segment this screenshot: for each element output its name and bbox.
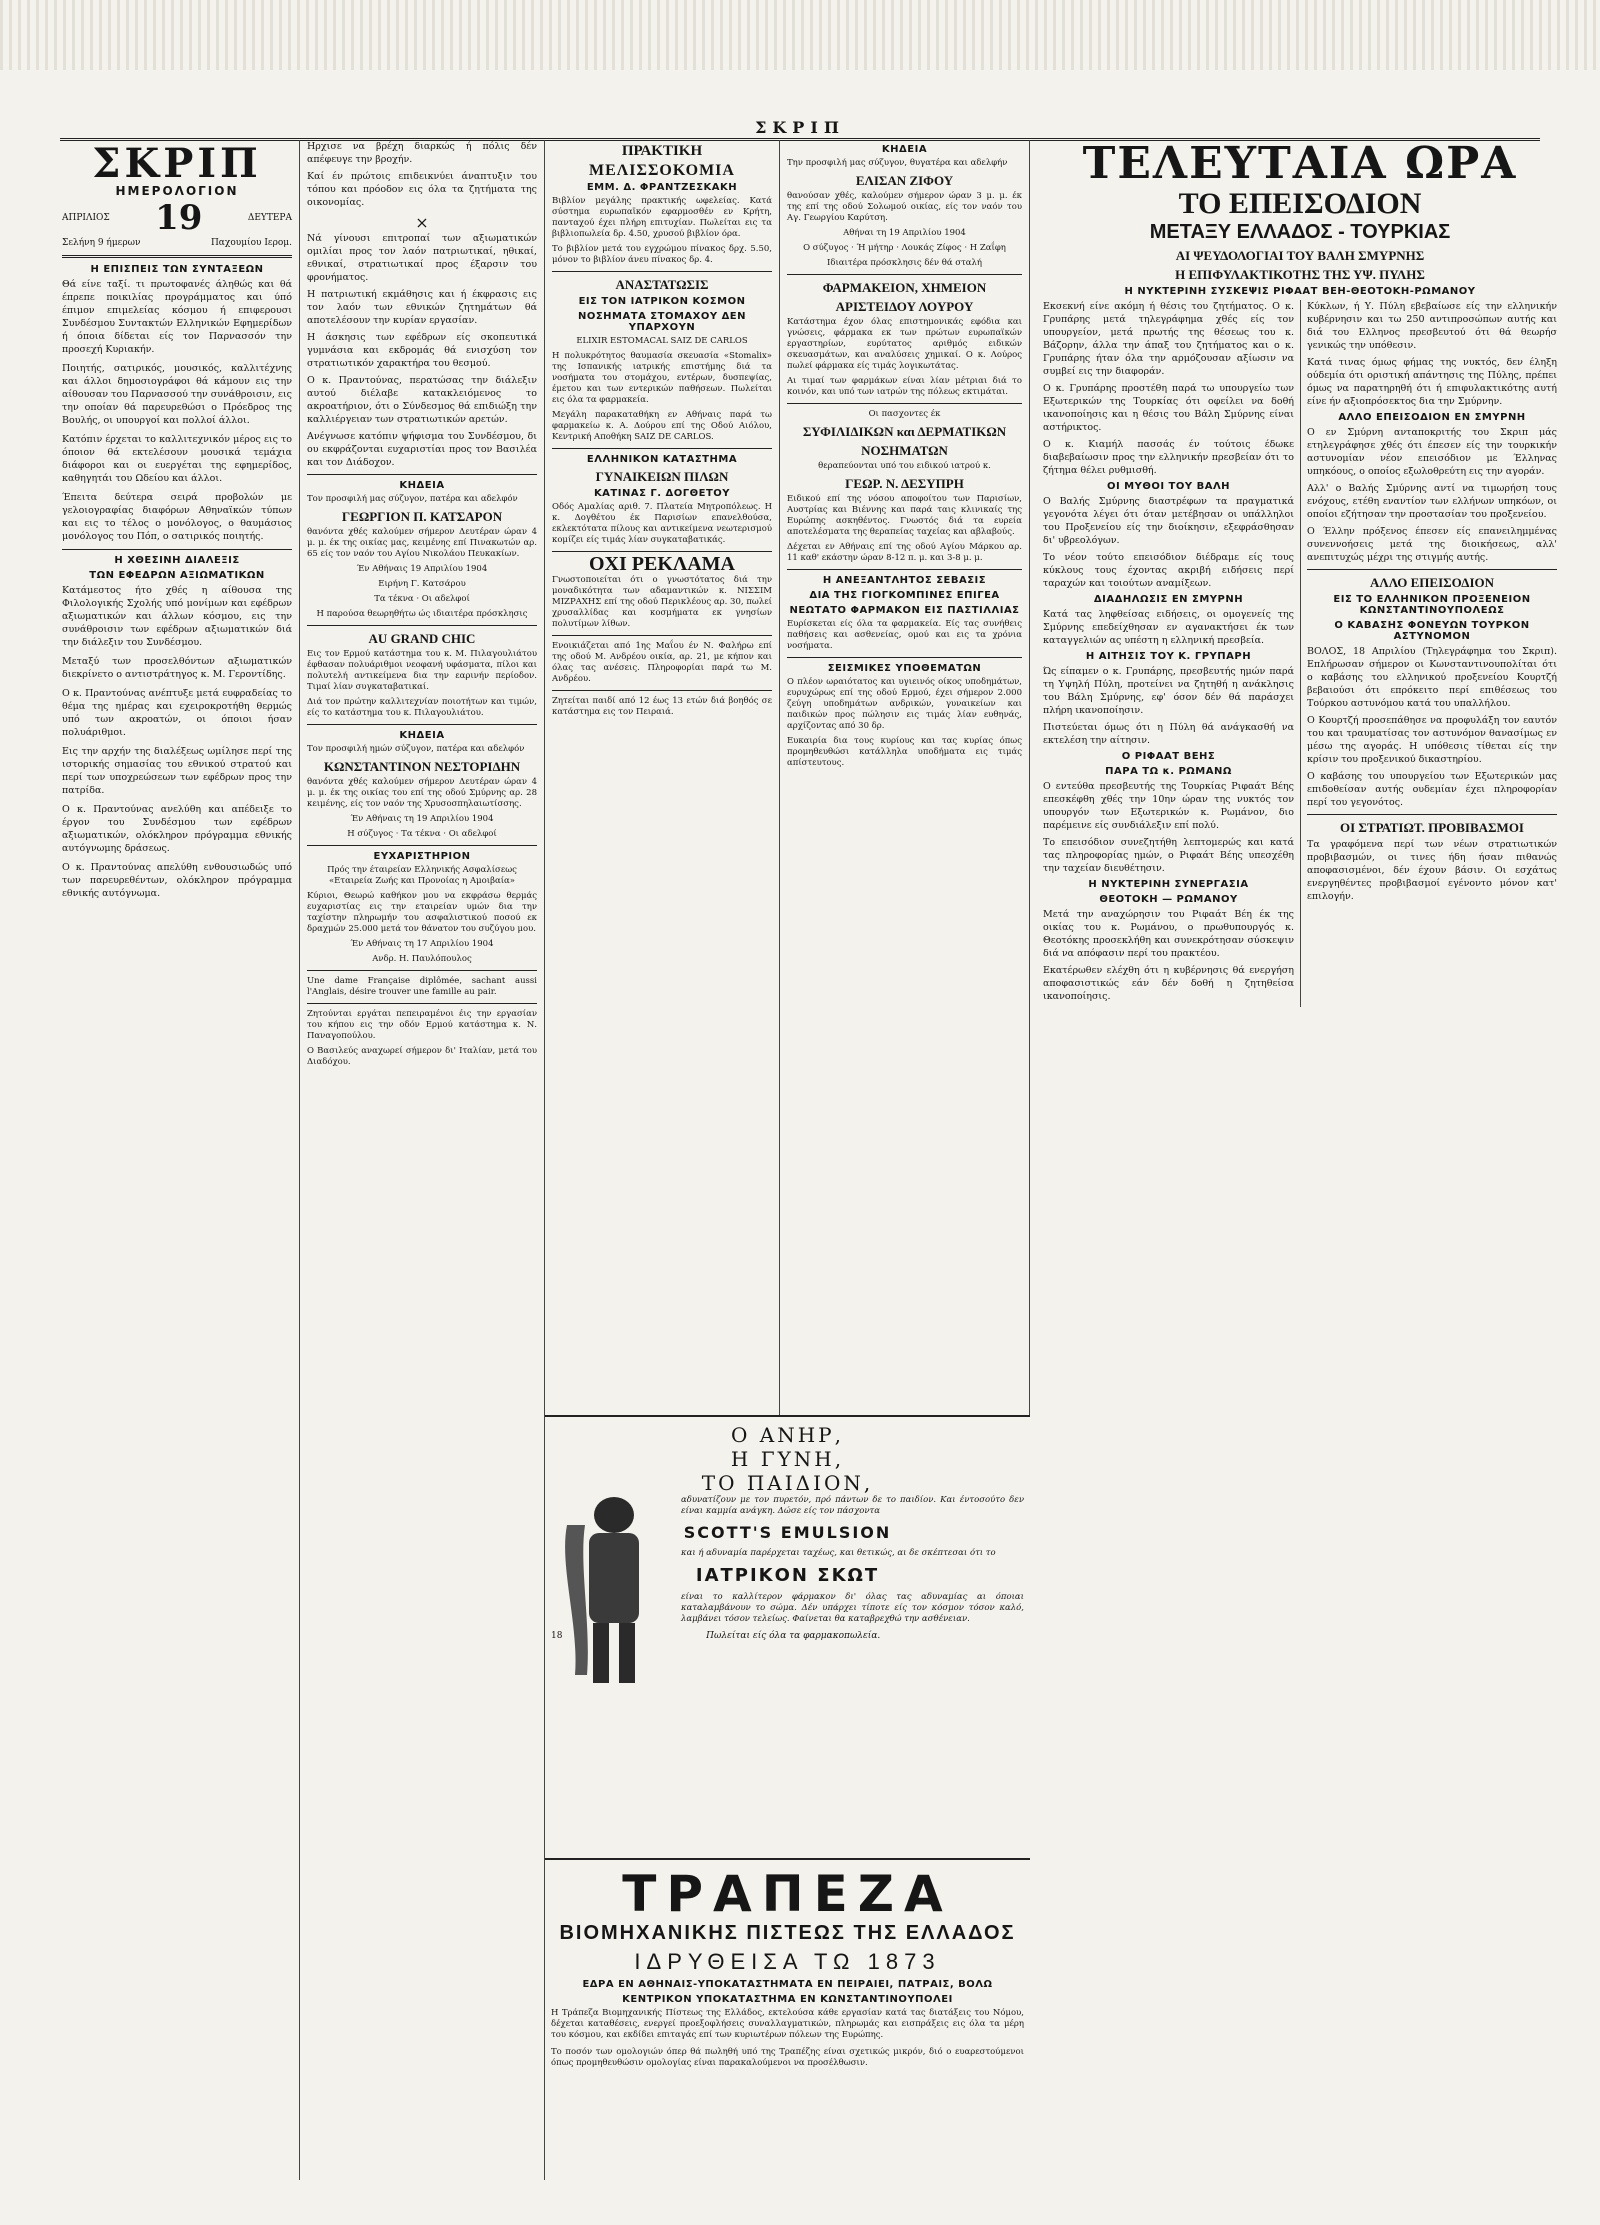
thanks-recipient: Πρός την έταιρείαν Ελληνικής Ασφαλίσεως «Εταιρεία Ζωής και Προνοίας η Αμοιβαία»	[327, 865, 517, 886]
night-conference-heading: Η ΝΥΚΤΕΡΙΝΗ ΣΥΣΚΕΨΙΣ ΡΙΦΑΑΤ ΒΕΗ-ΘΕΟΤΟΚΗ-ΡΩΜΑΝΟΥ	[1124, 286, 1476, 297]
ad-text: αδυνατίζουν με τον πυρετόν, πρό πάντων δε το παιδίον. Και έντοσούτο δεν είναι καμμία ανάγκη. Δώσε είς τον πάσχοντα	[681, 1495, 1024, 1516]
book-ad-text: Το βιβλίον μετά του εγχρώμου πίνακος δρχ. 5.50, μόνον το βιβλίον άνευ πίνακος δρ. 4.	[552, 244, 772, 265]
column-1	[55, 140, 300, 2180]
funeral-notice-date: Έν Αθήναις 19 Απριλίου 1904	[356, 564, 488, 574]
article-subheading: ΠΑΡΑ ΤΩ κ. ΡΩΜΑΝΩ	[1105, 766, 1232, 777]
ad-heading: ΟΧΙ ΡΕΚΛΑΜΑ	[589, 553, 735, 575]
ad-subheading: ΔΙΑ ΤΗΣ ΓΙΟΓΚΟΜΠΙΝΕΣ ΕΠΙΓΕΑ	[809, 590, 1000, 601]
ad-text: Οδός Αμαλίας αριθ. 7. Πλατεία Μητροπόλεως. Η κ. Δογθέτου έκ Παρισίων επανελθούσα, εκλεκτότατα πίλους και αντικείμενα νεωτερισμού κομίζει είς τιμάς λίαν συγκαταβατικάς.	[552, 502, 772, 545]
article-paragraph: ΒΟΛΟΣ, 18 Απριλίου (Τηλεγράφημα του Σκριπ). Επλήρωσαν σήμερον οι Κωνσταντινουπολίται ότι ο καβάσης του ελληνικού προξενείου Κουρτζή βεβαιούσι ότι επρόκειτο περί επιθέσεως του Τούρκου αστυνόμου κατά του υπαλλήλου.	[1307, 646, 1557, 709]
divider	[787, 657, 1022, 658]
article-subheading: ΕΙΣ ΤΟ ΕΛΛΗΝΙΚΟΝ ΠΡΟΞΕΝΕΙΟΝ ΚΩΝΣΤΑΝΤΙΝΟΥΠΟΛΕΩΣ	[1333, 594, 1531, 616]
article-paragraph: Ηρχισε να βρέχη διαρκώς ή πόλις δέν απέφευγε την βροχήν.	[307, 141, 537, 165]
ad-subheading: ΝΕΩΤΑΤΟ ΦΑΡΜΑΚΟΝ ΕΙΣ ΠΑΣΤΙΛΛΙΑΣ	[789, 605, 1020, 616]
last-hour-left	[1037, 300, 1300, 1007]
funeral-notice-text: Την προσφιλή μας σύζυγον, θυγατέρα και αδελφήν	[787, 158, 1008, 168]
vali-lies-heading: ΑΙ ΨΕΥΔΟΛΟΓΙΑΙ ΤΟΥ ΒΑΛΗ ΣΜΥΡΝΗΣ	[1175, 248, 1425, 263]
greece-turkey-heading: ΜΕΤΑΞΥ ΕΛΛΑΔΟΣ - ΤΟΥΡΚΙΑΣ	[1149, 221, 1451, 243]
article-paragraph: Ποιητής, σατιρικός, μουσικός, καλλιτέχνης και άλλοι δημοσιογράφοι θά κάμουν εις την αίθουσαν του Παρνασσού την συνάθροισιν, εις την οποίαν θά παρευρεθώσι ο Πρόεδρος της Βουλής, οι υπουργοί και πολλοί άλλοι.	[62, 363, 292, 426]
article-paragraph: Νά γίνουσι επιτροπαί των αξιωματικών ομιλίαι προς τον λαόν πατριωτικαί, ηθικαί, εθνικαί, στρατιωτικαί προς έξαρσιν του φρονήματος.	[307, 233, 537, 283]
ad-line-woman: Η ΓΥΝΗ,	[730, 1447, 845, 1471]
ad-line-child: ΤΟ ΠΑΙΔΙΟΝ,	[701, 1471, 874, 1495]
funeral-notice-name: ΚΩΝΣΤΑΝΤΙΝΟΝ ΝΕΣΤΟΡΙΔΗΝ	[323, 759, 521, 774]
funeral-notice-body: θανόντα χθές καλούμεν σήμερον Δευτέραν ώραν 4 μ. μ. έκ της οικίας του επί της οδού Σμύρνης αρ. 28 κειμένης, είς τον ναόν της Χρυσοσπηλαιωτίσσης.	[307, 777, 537, 809]
last-hour-right	[1300, 300, 1563, 1007]
article-heading: Η ΧΘΕΣΙΝΗ ΔΙΑΛΕΞΙΣ	[114, 555, 240, 566]
article-paragraph: Ο κ. Πραντούνας ανελύθη και απέδειξε το έργον του Συνδέσμου των εφέδρων αξιωματικών, ολόκληρον πρόγραμμα εθνικής αυτόγνωμης δράσεως.	[62, 804, 292, 854]
bank-branches: ΕΔΡΑ ΕΝ ΑΘΗΝΑΙΣ-ΥΠΟΚΑΤΑΣΤΗΜΑΤΑ ΕΝ ΠΕΙΡΑΙΕΙ, ΠΑΤΡΑΙΣ, ΒΟΛΩ	[582, 1979, 993, 1990]
ad-text: Ευκαιρία δια τους κυρίους και τας κυρίας όπως προμηθευθώσι κατάλληλα υποδήματα εις τιμάς απίστευτους.	[787, 736, 1022, 768]
funeral-notice-name: ΓΕΩΡΓΙΟΝ Π. ΚΑΤΣΑΡΟΝ	[341, 509, 503, 524]
ad-number: 18	[551, 1631, 563, 1641]
classified-ad: Ζητείται παιδί από 12 έως 13 ετών διά βοηθός σε κατάστημα εις τον Πειραιά.	[552, 696, 772, 717]
newspaper-title: ΣΚΡΙΠ	[92, 140, 262, 187]
ad-text: Αι τιμαί των φαρμάκων είναι λίαν μέτριαι διά το κοινόν, και υπό των ιατρών της πόλεως εκτιμάται.	[787, 376, 1022, 397]
funeral-notice-text: Τον προσφιλή μας σύζυγον, πατέρα και αδελφόν	[307, 494, 518, 504]
article-paragraph: Ο εντεύθα πρεσβευτής της Τουρκίας Ριφαάτ Βέης επεσκέφθη χθές την 10ην ώραν της νυκτός τον υπουργόν των Εξωτερικών κ. Ρωμάνον, διο παρέμεινε είς συνδιάλεξιν επί πολύ.	[1043, 781, 1294, 831]
article-paragraph: Εις την αρχήν της διαλέξεως ωμίλησε περί της ιστορικής σημασίας του εθνικού στρατού και περί των υποχρεώσεων των εφέδρων προς την πατρίδα.	[62, 746, 292, 796]
doctor-name: ΓΕΩΡ. Ν. ΔΕΣΥΠΡΗ	[845, 476, 964, 491]
article-paragraph: Ο Βαλής Σμύρνης διαστρέφων τα πραγματικά γεγονότα λέγει ότι όταν μετέβησαν οι υπάλληλοι του Προξενείου είς την διοίκησιν, εξεφράσθησαν δι' υβρεολόγων.	[1043, 496, 1294, 546]
book-ad-subject: ΜΕΛΙΣΣΟΚΟΜΙΑ	[589, 162, 735, 179]
divider	[62, 549, 292, 550]
ad-text: Ο πλέον ωραιότατος και υγιεινός οίκος υποδημάτων, ευρυχώρως επί της οδού Ερμού, έχει σήμερον 2.000 ζεύγη υποδημάτων ανδρικών, γυναικείων και παιδικών προς πώλησιν εις τιμάς λίαν ευθηνάς, αρχίζοντας από 30 δρ.	[787, 677, 1022, 731]
shop-title: ΓΥΝΑΙΚΕΙΩΝ ΠΙΛΩΝ	[595, 469, 729, 484]
article-heading: Η ΝΥΚΤΕΡΙΝΗ ΣΥΝΕΡΓΑΣΙΑ	[1088, 879, 1249, 890]
last-hour-title: ΤΕΛΕΥΤΑΙΑ ΩΡΑ	[1082, 140, 1518, 189]
episode-heading: ΤΟ ΕΠΕΙΣΟΔΙΟΝ	[1178, 187, 1422, 220]
book-ad-title: ΠΡΑΚΤΙΚΗ	[621, 143, 703, 159]
ad-text: Γνωστοποιείται ότι ο γνωστότατος διά την μοναδικότητα των αδαμαντικών κ. ΝΙΣΣΙΜ ΜΙΖΡΑΧΗΣ επί της οδού Περικλέους αρ. 30, πωλεί χρυσαλλίδας και κοσμήματα εκ γνησίων πολυτίμων λίθων.	[552, 575, 772, 629]
divider	[787, 274, 1022, 275]
ad-text: θεραπεύονται υπό του ειδικού ιατρού κ.	[818, 461, 991, 471]
ad-text: Μεγάλη παρακαταθήκη εν Αθήναις παρά τω φαρμακείω κ. Α. Δούρου επί της Οδού Αιόλου, Κεντρική Αποθήκη SAIZ DE CARLOS.	[552, 410, 772, 442]
ad-text: Εις τον Ερμού κατάστημα του κ. Μ. Πιλαγουλιάτου έφθασαν πολυάριθμοι νεοφανή υφάσματα, πίλοι και πολυτελή αντικείμενα δια την εαρινήν περίοδον. Τιμαί λίαν συγκαταβατικαί.	[307, 649, 537, 692]
article-paragraph: Τα γραφόμενα περί των νέων στρατιωτικών προβιβασμών, οι τινες ήδη ήσαν πιθανώς αποφασισμένοι, δέν έχουν βάσιν. Οι εσχάτως ενεργηθέντες προβιβασμοί εγένοντο μόνον κατ' επιλογήν.	[1307, 839, 1557, 902]
scotts-emulsion-ad	[545, 1415, 1030, 1860]
masthead-title: ΣΚΡΙΠ	[747, 118, 853, 137]
divider	[552, 635, 772, 636]
funeral-notice-signatories: Η σύζυγος · Τα τέκνα · Οι αδελφοί	[347, 829, 497, 839]
article-paragraph: Πιστεύεται όμως ότι η Πύλη θά ανάγκασθή να εκτελέση την αίτησιν.	[1043, 722, 1294, 746]
article-paragraph: Το νέον τούτο επεισόδιον διέδραμε είς τους κύκλους τους έχοντας ακριβή ειδήσεις περί ταραχών και τοιούτων αναμίξεων.	[1043, 552, 1294, 589]
article-paragraph: Μετά την αναχώρησιν του Ριφαάτ Βέη έκ της οικίας του κ. Ρωμάνου, ο πρωθυπουργός κ. Θεοτόκης προσεκλήθη και συνεκρότησαν σύσκεψιν διά να απόφασιν περί του πρακτέου.	[1043, 909, 1294, 959]
ad-heading: ΣΥΦΙΛΙΔΙΚΩΝ και ΔΕΡΜΑΤΙΚΩΝ	[802, 424, 1007, 439]
article-paragraph: Ο κ. Κιαμήλ πασσάς έν τούτοις έδωκε διαβεβαίωσιν προς την ελληνικήν πρεσβείαν ότι το ζήτημα θέλει ρυθμισθή.	[1043, 439, 1294, 476]
article-heading: ΑΛΛΟ ΕΠΕΙΣΟΔΙΟΝ	[1369, 575, 1495, 590]
divider	[552, 448, 772, 449]
funeral-notice-date: Αθήναι τη 19 Απριλίου 1904	[843, 228, 966, 238]
masthead-strip	[60, 118, 1540, 141]
thanks-heading: ΕΥΧΑΡΙΣΤΗΡΙΟΝ	[373, 851, 471, 862]
divider	[307, 474, 537, 475]
article-paragraph: Ο καβάσης του υπουργείου των Εξωτερικών μας επιδοθείσαν αυτής ουδεμίαν έχει πληροφορίαν περί του γεγονότος.	[1307, 771, 1557, 808]
funeral-notice-heading: ΚΗΔΕΙΑ	[399, 730, 445, 741]
saint-of-day: Παχουμίου Ιερομ.	[210, 238, 292, 248]
bank-ad	[545, 1860, 1030, 2180]
article-paragraph: Ο κ. Γρυπάρης προστέθη παρά τω υπουργείω των Εξωτερικών της Τουρκίας ότι οφείλει να δοθή ικανοποίησις και η θέσις του Βάλη Σμύρνης είναι αστήρικτος.	[1043, 383, 1294, 433]
ad-text: Ευρίσκεται είς όλα τα φαρμακεία. Είς τας συνήθεις παθήσεις και ασθενείας, ομού και εις τα χρόνια νοσήματα.	[787, 619, 1022, 651]
article-heading: Η ΑΙΤΗΣΙΣ ΤΟΥ Κ. ΓΡΥΠΑΡΗ	[1085, 651, 1252, 662]
article-paragraph: Ο κ. Πραντούνας, περατώσας την διάλεξιν αυτού διέλαβε κατακλειόμενος το ακροατήριον, ότι ο Σύνδεσμος θά επιδιώξη την καλλιέργειαν των στρατιωτικών αρετών.	[307, 375, 537, 425]
column-last-hour	[1030, 140, 1570, 2180]
article-paragraph: Ανέγνωσε κατόπιν ψήφισμα του Συνδέσμου, δι ου εκφράζονται ευχαριστίαι προς τον Βασιλέα και τον Διάδοχον.	[307, 431, 537, 468]
ad-heading: Η ΑΝΕΞΑΝΤΛΗΤΟΣ ΣΕΒΑΣΙΣ	[822, 575, 987, 586]
divider	[307, 724, 537, 725]
book-ad-author: ΕΜΜ. Δ. ΦΡΑΝΤΖΕΣΚΑΚΗ	[586, 182, 738, 193]
article-paragraph: Κατάμεστος ήτο χθές η αίθουσα της Φιλολογικής Σχολής υπό μονίμων και εφέδρων αξιωματικών και άλλων κόσμου, εις την συνάθροισιν των εφέδρων αξιωματικών διά την διάλεξιν του Συνδέσμου.	[62, 585, 292, 648]
classified-ad: Ζητούνται εργάται πεπειραμένοι έις την εργασίαν του κήπου εις την οδόν Ερμού κατάστημα κ. Ν. Παναγοπούλου.	[307, 1009, 537, 1041]
article-heading: ΟΙ ΣΤΡΑΤΙΩΤ. ΠΡΟΒΙΒΑΣΜΟΙ	[1340, 820, 1524, 835]
ad-text: και ή αδυναμία παρέρχεται ταχέως, και θετικώς, αι δε σκέπτεσαι ότι το	[681, 1548, 996, 1558]
article-paragraph: Κατόπιν έρχεται το καλλιτεχνικόν μέρος εις το όποιον θά εκτελέσουν μουσικά τεμάχια διάφοροι και οι ευεργέται της εφημερίδος, καθηγητάι του Ωδείου και άλλοι.	[62, 434, 292, 484]
funeral-notice-widow: Ειρήνη Γ. Κατσάρου	[378, 579, 466, 589]
article-paragraph: Το επεισόδιον συνεζητήθη λεπτομερώς και κατά τας πληροφορίας ημών, ο Ριφαάτ Βέης υπεσχέθη την ταχείαν διευθέτησιν.	[1043, 837, 1294, 874]
column-3	[545, 140, 780, 1415]
divider	[307, 970, 537, 971]
dateline	[62, 198, 292, 238]
bank-central-branch: ΚΕΝΤΡΙΚΟΝ ΥΠΟΚΑΤΑΣΤΗΜΑ ΕΝ ΚΩΝΣΤΑΝΤΙΝΟΥΠΟΛΕΙ	[622, 1994, 953, 2005]
day-number: 19	[155, 198, 203, 238]
funeral-notice-heading: ΚΗΔΕΙΑ	[399, 480, 445, 491]
funeral-notice-date: Έν Αθήναις τη 19 Απριλίου 1904	[350, 814, 494, 824]
article-paragraph: Εκσεκνή είνε ακόμη ή θέσις του ζητήματος. Ο κ. Γρυπάρης μετά τηλεγράφημα χθές είς τον υπουργείον, μετά πρωτής της θέσεως του κ. Βάζορην, άλλα την άπαξ του ζητήματος και ο κ. Γρυπάρης ήταν όλα την αρμόζουσαν αξίωσιν να συμβεί εις την διαφοράν.	[1043, 301, 1294, 377]
article-heading: ΟΙ ΜΥΘΟΙ ΤΟΥ ΒΑΛΗ	[1106, 481, 1231, 492]
bank-text: Το ποσόν των ομολογιών όπερ θά πωληθή υπό της Τραπέζης είναι σχετικώς μικρόν, διό ο ευαρεστούμενοι όπως προμηθευθώσιν ομολογίας είναι παρακαλούμενοι να προσέλθωσιν.	[551, 2047, 1024, 2068]
month-label: ΑΠΡΙΛΙΟΣ	[62, 213, 110, 223]
article-paragraph: Ώς είπαμεν ο κ. Γρυπάρης, πρεσβευτής ημών παρά τη Υψηλή Πύλη, προτείνει να ζητηθή η ανάκλησις του Βάλη Σμύρνης, εφ' όσον δέν θά παράσχει πλήρη ικανοποίησιν.	[1043, 666, 1294, 716]
ad-footer-text: Πωλείται είς όλα τα φαρμακοπωλεία.	[706, 1631, 881, 1641]
column-4	[780, 140, 1030, 1415]
article-paragraph: Μεταξύ των προσελθόντων αξιωματικών διεκρίνετο ο αντιστράτηγος κ. Μ. Γεροντίδης.	[62, 656, 292, 680]
bank-founded: ΙΔΡΥΘΕΙΣΑ ΤΩ 1873	[634, 1949, 941, 1974]
au-grand-chic-heading: AU GRAND CHIC	[368, 631, 476, 646]
divider	[62, 255, 292, 258]
divider	[787, 403, 1022, 404]
funeral-notice-note: Η παρούσα θεωρηθήτω ώς ιδιαιτέρα πρόσκλησις	[316, 609, 528, 619]
weekday-label: ΔΕΥΤΕΡΑ	[247, 213, 292, 223]
article-subheading: ΘΕΟΤΟΚΗ — ΡΩΜΑΝΟΥ	[1099, 894, 1238, 905]
article-paragraph: Έπειτα δεύτερα σειρά προβολών με γελοιογραφίας διαφόρων Αθηναϊκών τύπων και εις το τέλος ο μονόλογος, ο θαυμάσιος μονόλογος του Πόπ, ο σατιρικός ποιητής.	[62, 492, 292, 542]
ad-text: Δέχεται εν Αθήναις επί της οδού Αγίου Μάρκου αρ. 11 καθ' εκάστην ώραν 8-12 π. μ. και 3-8 μ. μ.	[787, 542, 1022, 563]
divider	[307, 625, 537, 626]
article-paragraph: Κατά τας ληφθείσας ειδήσεις, οι ομογενείς της Σμύρνης επεδείχθησαν εν αγανακτήσει έκ των καταγγελιών ας υπέστη η ελληνική πρεσβεία.	[1043, 609, 1294, 646]
divider	[552, 690, 772, 691]
funeral-notice-text: Τον προσφιλή ημών σύζυγον, πατέρα και αδελφόν	[307, 744, 525, 754]
moon-info: Σελήνη 9 ήμερων	[62, 238, 141, 248]
ad-intro: Οι πασχοντες έκ	[868, 409, 941, 419]
funeral-notice-heading: ΚΗΔΕΙΑ	[881, 144, 928, 155]
article-paragraph: Αλλ' ο Βαλής Σμύρνης αντί να τιμωρήση τους ενόχους, ετέθη εναντίον των ελλήνων υπηκόων, οι οποίοι εζήτησαν την προστασίαν του προξενείου.	[1307, 483, 1557, 520]
classified-ad: Ενοικιάζεται από 1ης Μαΐου έν Ν. Φαλήρω επί της οδού Μ. Ανδρέου οικία, αρ. 21, με κήπον και όλας τας ανέσεις. Πληροφορίαι παρά τω Μ. Ανδρέου.	[552, 641, 772, 684]
ad-subheading: ΕΙΣ ΤΟΝ ΙΑΤΡΙΚΟΝ ΚΟΣΜΟΝ	[578, 296, 746, 307]
pharmacy-heading: ΦΑΡΜΑΚΕΙΟΝ, ΧΗΜΕΙΟΝ	[822, 280, 987, 295]
article-paragraph: Ο Κουρτζή προσεπάθησε να προφυλάξη τον εαυτόν του και τραυματίσας τον αστυνόμον θανασίμως εν μέσω της αγοράς. Η υπόθεσις τίθεται είς την κρίσιν του προξενικού δικαστηρίου.	[1307, 715, 1557, 765]
ad-heading: ΝΟΣΗΜΑΤΩΝ	[861, 443, 948, 458]
ad-subheading: ΝΟΣΗΜΑΤΑ ΣΤΟΜΑΧΟΥ ΔΕΝ ΥΠΑΡΧΟΥΝ	[577, 311, 747, 333]
classified-ad: Ο Βασιλεύς αναχωρεί σήμερον δι' Ιταλίαν, μετά του Διαδόχου.	[307, 1046, 537, 1067]
article-paragraph: Η πατριωτική εκμάθησις και ή έκφρασις εις τον λαόν των εθνικών ζητημάτων θά αποτελέσουν την κυρίαν εργασίαν.	[307, 289, 537, 326]
ad-heading: ΣΕΙΣΜΙΚΕΣ ΥΠΟΘΕΜΑΤΩΝ	[827, 663, 982, 674]
divider	[787, 569, 1022, 570]
article-paragraph: Ο Έλλην πρόξενος έπεσεν είς επανειλημμένας συνεννοήσεις μετά της διοικήσεως, αλλ' ανεπιτυχώς μέχρι της στιγμής αυτής.	[1307, 526, 1557, 563]
article-heading: ΔΙΑΔΗΛΩΣΙΣ ΕΝ ΣΜΥΡΝΗ	[1093, 594, 1244, 605]
bank-name: ΒΙΟΜΗΧΑΝΙΚΗΣ ΠΙΣΤΕΩΣ ΤΗΣ ΕΛΛΑΔΟΣ	[559, 1922, 1016, 1944]
last-hour-columns	[1037, 300, 1563, 1007]
funeral-notice-body: θανόντα χθές καλούμεν σήμερον Δευτέραν ώραν 4 μ. μ. έκ της οικίας μας, κειμένης επί Πινακωτών αρ. 65 είς τον ναόν του Αγίου Νικολάου Πευκακίων.	[307, 527, 537, 559]
shop-heading: ΕΛΛΗΝΙΚΟΝ ΚΑΤΑΣΤΗΜΑ	[586, 454, 738, 465]
funeral-notice-name: ΕΛΙΣΑΝ ΖΙΦΟΥ	[855, 173, 954, 188]
funeral-notice-body: θανούσαν χθές, καλούμεν σήμερον ώραν 3 μ. μ. έκ της επί της οδού Σολωμού οικίας, είς τον ναόν του Αγ. Γεωργίου Καρύτση.	[787, 191, 1022, 223]
porte-reticence-heading: Η ΕΠΙΦΥΛΑΚΤΙΚΟΤΗΣ ΤΗΣ ΥΨ. ΠΥΛΗΣ	[1175, 267, 1425, 282]
ad-heading: ΑΝΑΣΤΑΤΩΣΙΣ	[615, 277, 709, 292]
bank-text: Η Τράπεζα Βιομηχανικής Πίστεως της Ελλάδος, εκτελούσα κάθε εργασίαν κατά τας διατάξεις του Νόμου, δέχεται καταθέσεις, ενεργεί προεξοφλήσεις συναλλαγματικών, πληρωμάς και εισπράξεις εις όλα τα μέρη του κόσμου, και εκδίδει επιταγάς επί των κυριωτέρων πόλεων της Ευρώπης.	[551, 2008, 1024, 2040]
article-paragraph: Θά είνε ταξί. τι πρωτοφανές άληθώς και θά έπρεπε ποικιλίας προγράμματος και ύπό έπιμον επιμελείας κόσμου ή επιφερουσι Συνδέσμου Συντακτών Ελληνικών Εφημερίδων ή όποια δίδεται είς τον Παρνασσόν την προσεχή Κυριακήν.	[62, 279, 292, 355]
article-paragraph: Η άσκησις των εφέδρων είς σκοπευτικά γυμνάσια και εκδρομάς θά ενισχύση τον στρατιωτικόν χαρακτήρα του θεσμού.	[307, 332, 537, 369]
shop-owner: ΚΑΤΙΝΑΣ Γ. ΔΟΓΘΕΤΟΥ	[593, 488, 731, 499]
fisherman-with-cod-icon	[559, 1485, 669, 1695]
book-ad-text: Βιβλίον μεγάλης πρακτικής ωφελείας. Κατά σύστημα ευρωπαϊκόν εφαρμοσθέν εν Κρήτη, πανταχού έχει πλήρη επιτυχίαν. Πωλείται εις τα βιβλιοπωλεία δρ. 4.50, χρυσού βιβλίον όρα.	[552, 196, 772, 239]
article-paragraph: Κατά τινας όμως φήμας της νυκτός, δεν έληξη ούδεμία ότι οριστική απάντησις της Πύλης, πρέπει όμως να παρατηρηθή ότι ή επιφυλακτικότης αυτή είνε ήν αξιοπρόσεκτος δια την Σμύρνην.	[1307, 357, 1557, 407]
thanks-body: Κύριοι, Θεωρώ καθήκον μου να εκφράσω θερμάς ευχαριστίας εις την εταιρείαν υμών δια την ταχίστην πληρωμήν του ασφαλιστικού ποσού εκ δραχμών 25.000 μετά τον θάνατον του συζύγου μου.	[307, 891, 537, 934]
product-name-greek: ΙΑΤΡΙΚΟΝ ΣΚΩΤ	[695, 1565, 880, 1586]
newspaper-subtitle: ΗΜΕΡΟΛΟΓΙΟΝ	[115, 184, 239, 198]
article-paragraph: Καί έν πρώτοις επιδεικνύει άναπτυξιν του τόπου και πρόοδον εις όλα τα ζητήματα της οικονομίας.	[307, 171, 537, 208]
divider	[552, 551, 772, 552]
article-paragraph: Ο κ. Πραντούνας ανέπτυξε μετά ευφραδείας το θέμα της ημέρας και εχειροκροτήθη θερμώς υπό των ακροατών, οι όποιοι ήσαν πολυάριθμοι.	[62, 688, 292, 738]
article-paragraph: Κύκλων, ή Υ. Πύλη εβεβαίωσε είς την ελληνικήν κυβέρνησιν και τω 250 αντιπροσώπων αυτής και διά του Ελληνος πρεσβευτού ότι θά θεωρήσ γενικώς την υπόθεσιν.	[1307, 301, 1557, 351]
funeral-notice-note: Ιδιαιτέρα πρόσκλησις δέν θά σταλή	[827, 258, 982, 268]
article-heading: Η ΕΠΙΣΠΕΙΣ ΤΩΝ ΣΥΝΤΑΞΕΩΝ	[90, 264, 264, 275]
thanks-date: Έν Αθήναις τη 17 Απριλίου 1904	[350, 939, 494, 949]
product-name: ELIXIR ESTOMACAL SAIZ DE CARLOS	[576, 336, 748, 346]
column-2	[300, 140, 545, 2180]
divider	[1307, 569, 1557, 570]
ad-text: Ειδικού επί της νόσου αποφοίτου των Παρισίων, Αυστρίας και Βιέννης και παρά ταις κλινικαίς της Ευρώπης ασκηθέντος. Γνωστός διά τα ευρεία αποτελέσματα της θεραπείας ταχείας και αβλαβούς.	[787, 494, 1022, 537]
ad-text: Διά τον πρώτην καλλιτεχνίαν ποιοτήτων και τιμών, είς το κατάστημα του κ. Πιλαγουλιάτου.	[307, 697, 537, 718]
divider	[552, 271, 772, 272]
article-subheading: Ο ΚΑΒΑΣΗΣ ΦΟΝΕΥΩΝ ΤΟΥΡΚΟΝ ΑΣΤΥΝΟΜΟΝ	[1334, 620, 1530, 642]
divider	[307, 1003, 537, 1004]
article-subheading: ΤΩΝ ΕΦΕΔΡΩΝ ΑΞΙΩΜΑΤΙΚΩΝ	[89, 570, 265, 581]
ad-text: Η πολυκρότητος θαυμασία σκευασία «Stomalix» της Ισπανικής ιατρικής επιστήμης διά τα νοσήματα του στομάχου, εντέρων, δυσπεψίας, έμετου και των εντερικών παθήσεων. Πωλείται εις όλα τα φαρμακεία.	[552, 351, 772, 405]
thanks-signature: Ανδρ. Η. Παυλόπουλος	[372, 954, 472, 964]
ad-text: Κατάστημα έχον όλας επιστημονικάς εφόδια και γνώσεις, φάρμακα εκ των πρώτων ευρωπαϊκών εργαστηρίων, ευρύτατος αριθμός ειδικών σκευασμάτων, και αναλύσεις χημικαί. Ο κ. Λούρος πωλεί φάρμακα είς τιμάς λογικωτάτας.	[787, 317, 1022, 371]
article-heading: Ο ΡΙΦΑΑΤ ΒΕΗΣ	[1121, 751, 1216, 762]
ad-text: είναι το καλλίτερον φάρμακον δι' όλας τας αδυναμίας αι όποιαι καταλαμβάνουν το σώμα. Δέν υπάρχει τίποτε είς τον κόσμον τόσον καλό, λαμβάνει τόσον τελείως. Φαίνεται θα καταβρεχθώ την ασθένειαν.	[681, 1592, 1024, 1624]
almanac-line	[62, 238, 292, 249]
classified-ad: Une dame Française diplômée, sachant aussi l'Anglais, désire trouver une famille au pair.	[307, 976, 537, 997]
top-scan-noise	[0, 0, 1600, 70]
divider	[307, 845, 537, 846]
funeral-notice-signatories: Τα τέκνα · Οι αδελφοί	[374, 594, 470, 604]
article-paragraph: Εκατέρωθεν ελέχθη ότι η κυβέρνησις θά ενεργήση αποφασιστικώς εάν δέν δοθή η ζητηθείσα ικανοποίησις.	[1043, 965, 1294, 1002]
article-paragraph: Ο κ. Πραντούνας απελύθη ενθουσιωδώς υπό των παρευρεθέντων, ολόκληρον πρόγραμμα εθνικής αυτόγνωμα.	[62, 862, 292, 899]
section-mark: ×	[415, 213, 429, 232]
divider	[1307, 814, 1557, 815]
article-paragraph: Ο εν Σμύρνη ανταποκριτής του Σκριπ μάς ετηλεγράφησε χθές ότι έπεσεν είς την τουρκικήν αστυνομίαν νέον επεισόδιον με Έλληνας υπηκόους, ο οποίος εξωλοθρεύτη εις την αγοράν.	[1307, 427, 1557, 477]
bank-title: ΤΡΑΠΕΖΑ	[622, 1865, 953, 1923]
funeral-notice-signatories: Ο σύζυγος · Ή μήτηρ · Λουκάς Ζίφος · Η Ζαΐφη	[803, 243, 1006, 253]
article-heading: ΑΛΛΟ ΕΠΕΙΣΟΔΙΟΝ ΕΝ ΣΜΥΡΝΗ	[1338, 412, 1526, 423]
product-name: SCOTT'S EMULSION	[683, 1523, 892, 1542]
pharmacy-owner: ΑΡΙΣΤΕΙΔΟΥ ΛΟΥΡΟΥ	[835, 299, 974, 314]
ad-line-man: Ο ΑΝΗΡ,	[731, 1423, 844, 1447]
